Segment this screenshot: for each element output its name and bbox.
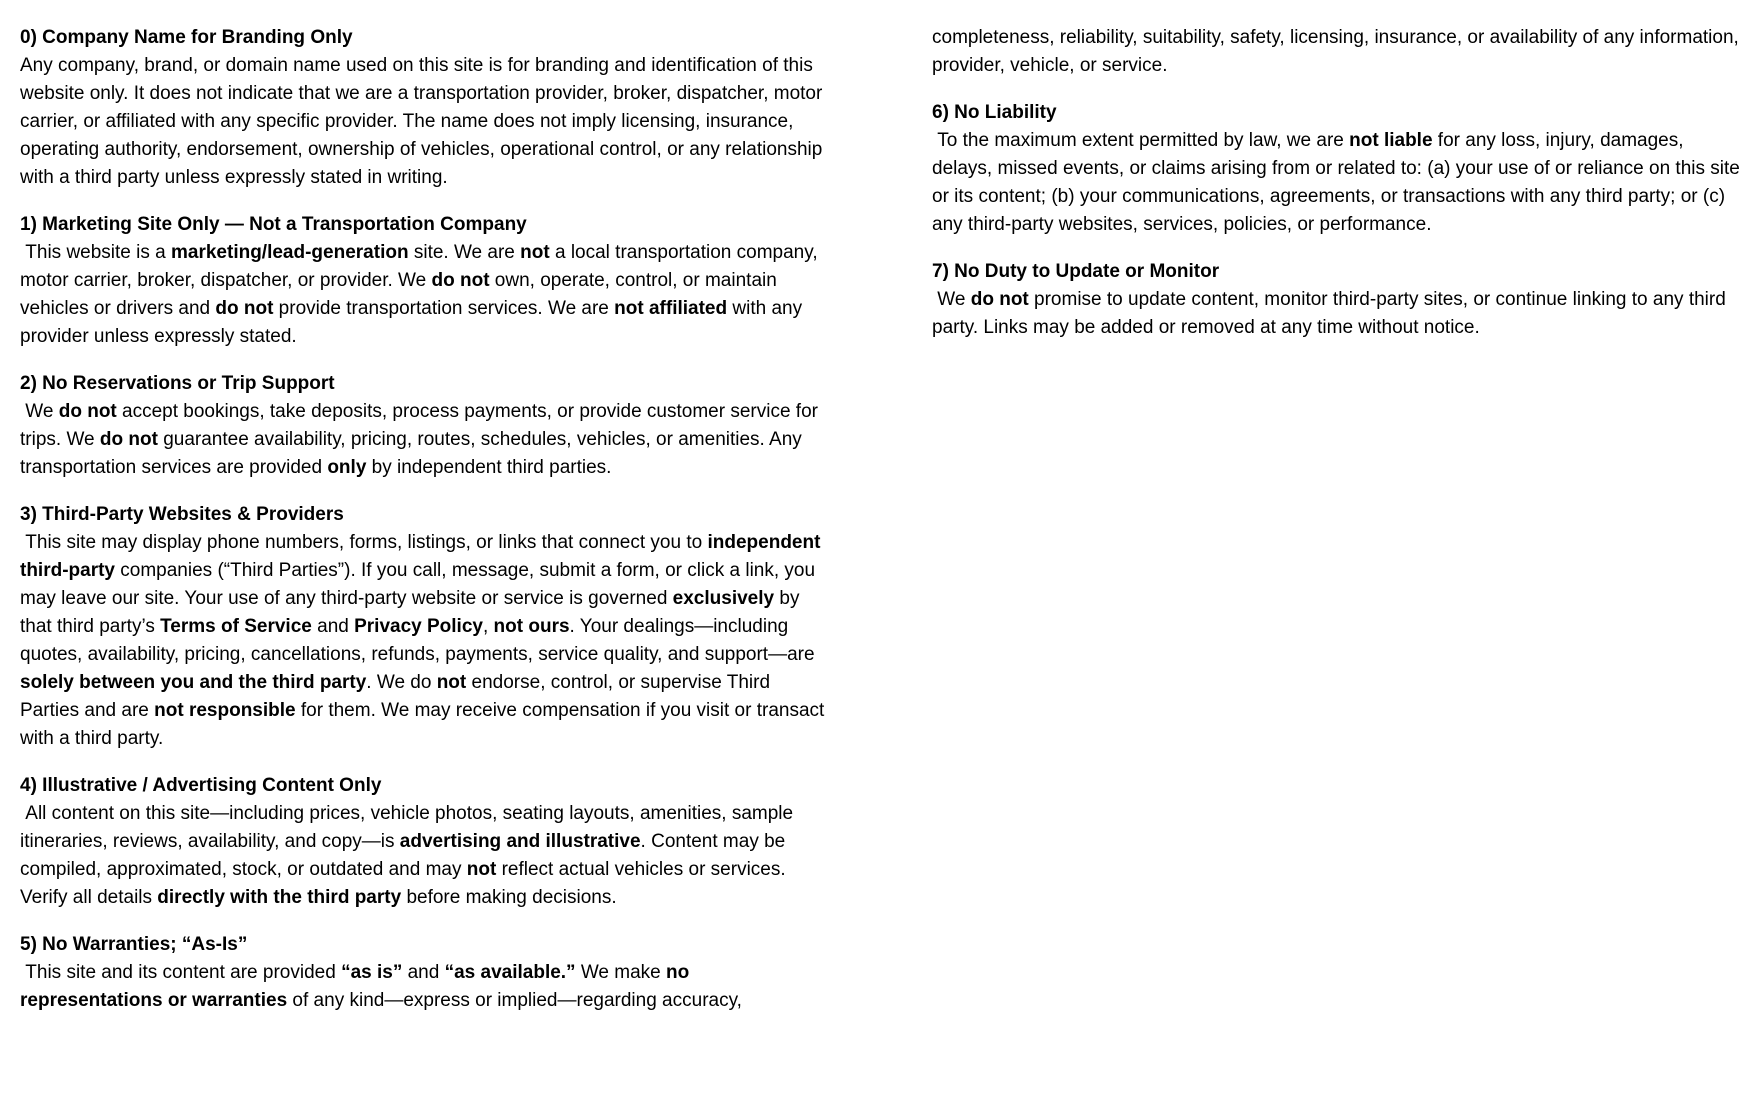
text-run-bold: independent third-party	[20, 532, 821, 581]
text-run-bold: exclusively	[672, 588, 775, 609]
text-run-bold: not	[520, 242, 550, 263]
text-run: completeness, reliability, suitability, safety, licensing, insurance, or availability of any information, provider, vehicle, or service.	[932, 27, 1739, 76]
text-run-bold: do not	[99, 429, 158, 450]
text-run-bold: directly with the third party	[157, 887, 402, 908]
disclaimer-section	[932, 258, 1744, 342]
text-run: own, operate, control, or maintain vehicles or drivers and	[20, 270, 777, 319]
text-run-bold: do not	[58, 401, 117, 422]
text-run: site. We are	[408, 242, 521, 263]
section-heading: 6) No Liability	[932, 102, 1057, 123]
text-run-bold: Terms of Service	[160, 616, 312, 637]
disclaimer-section	[932, 99, 1744, 239]
text-run: a local transportation company, motor carrier, broker, dispatcher, or provider. We	[20, 242, 818, 291]
text-run: We	[932, 289, 971, 310]
text-run: . Your dealings—including quotes, availability, pricing, cancellations, refunds, payments, service quality, and support—are	[20, 616, 815, 665]
text-run: by independent third parties.	[366, 457, 612, 478]
text-run-bold: not responsible	[154, 700, 296, 721]
section-heading: 7) No Duty to Update or Monitor	[932, 261, 1220, 282]
section-heading: 5) No Warranties; “As-Is”	[20, 934, 248, 955]
text-run-bold: Privacy Policy	[354, 616, 483, 637]
text-run: accept bookings, take deposits, process payments, or provide customer service for trips. We	[20, 401, 818, 450]
section-heading: 2) No Reservations or Trip Support	[20, 373, 335, 394]
text-run-bold: no representations or warranties	[20, 962, 690, 1011]
text-run: Any company, brand, or domain name used on this site is for branding and identification of this website only. It does not indicate that we are a transportation provider, broker, dispatcher, motor carrier, or affiliated with any specific provider. The name does not imply licensing, insurance, operating authority, endorsement, ownership of vehicles, operational control, or any relationship with a third party unless expressly stated in writing.	[20, 55, 823, 188]
text-run: promise to update content, monitor third-party sites, or continue linking to any third party. Links may be added or removed at any time without notice.	[932, 289, 1726, 338]
text-run-bold: solely between you and the third party	[20, 672, 367, 693]
text-run: endorse, control, or supervise Third Parties and are	[20, 672, 771, 721]
text-run: for any loss, injury, damages, delays, missed events, or claims arising from or related to: (a) your use of or reliance on this site or its content; (b) your communications, agreements, or transactions with any third party; or (c) any third-party websites, services, policies, or performance.	[932, 130, 1740, 235]
disclaimer-section	[20, 501, 832, 753]
text-run-bold: not affiliated	[614, 298, 728, 319]
text-run: ,	[482, 616, 494, 637]
text-column-right	[932, 24, 1744, 1034]
text-run: This site may display phone numbers, forms, listings, or links that connect you to	[20, 532, 708, 553]
text-column-left	[20, 24, 832, 1034]
text-run: We make	[575, 962, 667, 983]
text-run: This site and its content are provided	[20, 962, 342, 983]
text-run: All content on this site—including prices, vehicle photos, seating layouts, amenities, sample itineraries, reviews, availability, and copy—is	[20, 803, 794, 852]
text-run-bold: do not	[970, 289, 1029, 310]
text-run-bold: marketing/lead-generation	[171, 242, 409, 263]
text-run: . Content may be compiled, approximated, stock, or outdated and may	[20, 831, 786, 880]
text-run: reflect actual vehicles or services. Verify all details	[20, 859, 786, 908]
section-heading: 3) Third-Party Websites & Providers	[20, 504, 344, 525]
disclaimer-section	[20, 931, 832, 1015]
text-run: We	[20, 401, 59, 422]
text-run: companies (“Third Parties”). If you call, message, submit a form, or click a link, you may leave our site. Your use of any third-party website or service is governed	[20, 560, 816, 609]
text-run-bold: do not	[215, 298, 274, 319]
text-run-bold: not ours	[493, 616, 570, 637]
text-run: with any provider unless expressly stated.	[20, 298, 803, 347]
text-run: for them. We may receive compensation if you visit or transact with a third party.	[20, 700, 825, 749]
section-heading: 1) Marketing Site Only — Not a Transportation Company	[20, 214, 527, 235]
text-run: of any kind—express or implied—regarding accuracy,	[287, 990, 742, 1011]
text-run-bold: not	[466, 859, 497, 880]
text-run-bold: “as available.”	[444, 962, 576, 983]
disclaimer-section	[20, 370, 832, 482]
text-run: provide transportation services. We are	[273, 298, 615, 319]
text-run: and	[402, 962, 445, 983]
disclaimer-section	[932, 24, 1744, 80]
text-run-bold: do not	[431, 270, 490, 291]
text-run: by that third party’s	[20, 588, 800, 637]
text-run: guarantee availability, pricing, routes, schedules, vehicles, or amenities. Any transportation services are provided	[20, 429, 802, 478]
text-run: This website is a	[20, 242, 171, 263]
text-run-bold: “as is”	[341, 962, 403, 983]
text-run: To the maximum extent permitted by law, we are	[932, 130, 1350, 151]
disclaimer-section	[20, 772, 832, 912]
disclaimer-section	[20, 24, 832, 192]
text-run-bold: only	[327, 457, 367, 478]
text-run-bold: advertising and illustrative	[399, 831, 641, 852]
section-heading: 0) Company Name for Branding Only	[20, 27, 353, 48]
text-run-bold: not	[436, 672, 467, 693]
text-run: . We do	[366, 672, 437, 693]
disclaimer-section	[20, 211, 832, 351]
text-run-bold: not liable	[1349, 130, 1433, 151]
text-run: before making decisions.	[401, 887, 617, 908]
text-run: and	[311, 616, 355, 637]
section-heading: 4) Illustrative / Advertising Content Only	[20, 775, 382, 796]
